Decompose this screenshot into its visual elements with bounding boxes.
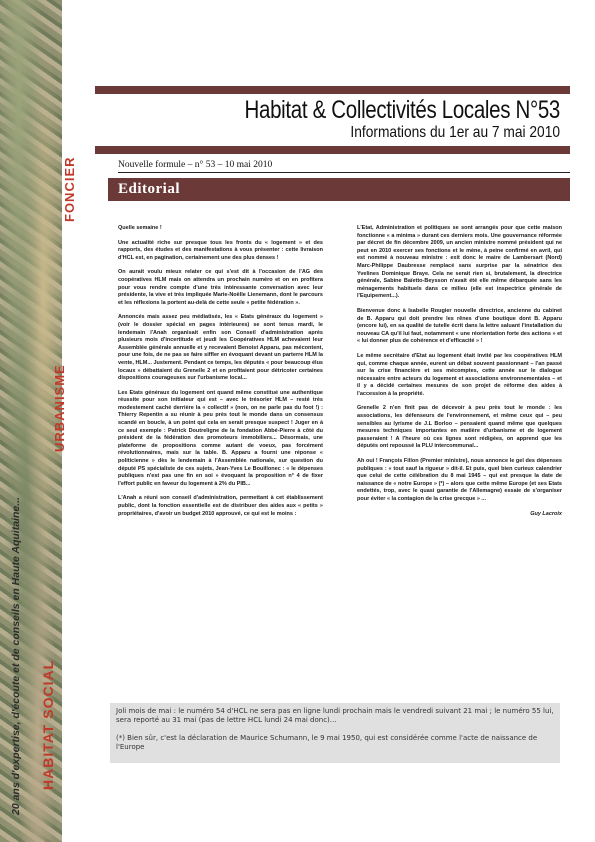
issue-line: Nouvelle formule – n° 53 – 10 mai 2010 — [118, 160, 273, 170]
paragraph: Annoncés mais assez peu médiatisés, les « Etats généraux du logement » (voir le dossier spécial en pages intérieures) se sont tenus mardi, le lendemain l'Anah organisait enfin son Conseil d'administration après plusieurs mois d'incertitude et jeudi les Coopératives HLM achevaient leur Assemblée générale annuelle et y recevaient Benoist Apparu, pas mécontent, pour une fois, de ne pas se faire siffler en évoquant devant un parterre HLM la vente, HLM... Justement. Pendant ce temps, les députés « pour beaucoup élus locaux » débattaient du Grenelle 2 et en profitaient pour détricoter certaines dispositions courageuses sur l'urbanisme local... — [118, 314, 323, 382]
left-column — [118, 225, 323, 525]
sidebar-tagline: 20 ans d'expertise, d'écoute et de conseils en Haute Aquitaine... — [10, 497, 22, 815]
paragraph: Une actualité riche sur presque tous les fronts du « logement » et des rapports, des études et des manifestations à vous présenter : cette livraison d'HCL est, en pagination, certainement une des plus denses ! — [118, 239, 323, 261]
paragraph: Bienvenue donc à Isabelle Rougier nouvelle directrice, ancienne du cabinet de B. Apparu qui doit prendre les rênes d'une boutique dont B. Apparu (encore lui), en sa qualité de tutelle écrit dans la lettre saluant l'installation du nouveau CA qu'il lui faut, notamment « une réorientation forte des actions » et « lui donner plus de cohérence et d'efficacité » ! — [357, 307, 562, 345]
section-banner — [108, 178, 570, 201]
paragraph: Le même secrétaire d'Etat au logement était invité par les coopératives HLM qui, comme chaque année, eurent un débat souvent passionnant – l'an passé sur la crise financière et ses mécomptes, cette année sur le dialogue nécessaire entre acteurs du logement et associations environnementales – et il y a décidé certaines mesures de son projet de réforme des aides à l'accession à la propriété. — [357, 352, 562, 397]
paragraph: Grenelle 2 n'en finit pas de décevoir à peu près tout le monde : les associations, les défenseurs de l'environnement, et même ceux qui – peu sensibles au lyrisme de J.L Borloo – pensaient quand même que quelques mesures techniques importantes en matière d'urbanisme et de logement passeraient ! A l'heure où ces lignes sont rédigées, on apprend que les députés ont repoussé la PLU intercommunal... — [357, 405, 562, 450]
page-title: Habitat & Collectivités Locales N°53 — [244, 96, 560, 124]
footer-note: (*) Bien sûr, c'est la déclaration de Maurice Schumann, le 9 mai 1950, qui est considérée comme l'acte de naissance de l'Europe — [116, 734, 538, 751]
paragraph: L'Etat, Administration et politiques se sont arrangés pour que cette maison fonctionne « a minima » durant ces derniers mois. Une gouvernance réformée par décret de fin décembre 2009, un ancien ministre nommé président qui ne peut en 2010 exercer ses fonctions et le mène, à peine confirmé en avril, qui est nommé à nouveau ministre : exit donc le maire de Lambersart (Nord) Marc-Philippe Daubresse remplacé sans surprise par la sénatrice des Yvelines Dominique Braye. Cela ne serait rien si, brutalement, la directrice générale, Sabine Baïetto-Beysson n'avait été elle même débarquée sans les ménagements habituels dans ce milieu (elle est inspectrice générale de l'Equipement...). — [357, 225, 562, 300]
divider — [118, 172, 570, 173]
header-top-bar — [95, 86, 570, 94]
paragraph: On aurait voulu mieux relater ce qui s'est dit à l'occasion de l'AG des coopératives HLM mais on attendra un prochain numéro et on en profitera pour vous rendre compte d'une très intéressante conversation avec leur présidente, la vive et très impliquée Marie-Noëlle Lienemann, dont le parcours et les réflexions la portent au-delà de cette seule « petite fédération ». — [118, 269, 323, 306]
signature: Guy Lacroix — [530, 510, 562, 517]
sidebar-urbanisme: URBANISME — [52, 364, 67, 452]
paragraph: Ah oui ! François Fillon (Premier ministre), nous annonce le gel des dépenses publiques : « tout sauf la rigueur » dit-il. Et puis, quel bien curieux calendrier que celui de cette célébration du 8 mai 1945 – qui est presque la date de naissance de « notre Europe » (*) – alors que cette même Europe (et ses Etats endettés, trop, avec le quasi garantie de l'Allemagne) essaie de s'organiser pour éviter « la contagion de la crise grecque » ... — [357, 458, 562, 502]
right-column — [357, 225, 562, 518]
paragraph: Les Etats généraux du logement ont quand même constitué une authentique réussite pour son initiateur qui est – avec le trésorier HLM – resté très modestement caché derrière la « collectif » (non, on ne parle pas du foot !) : Thierry Repentin a su réunir à peu près tout le monde dans un consensus scandé en boucle, à un point qui cela en serait presque suspect ! Juger en à ce seul exemple : Patrick Doutreligne de la fondation Abbé-Pierre à côté du président de la fédération des promoteurs immobiliers... Désormais, une plateforme de propositions comme autant de voeux, pas forcément révolutionnaires, mais sur la table. B. Apparu a fourni une réponse « politicienne » dès le lendemain à l'Assemblée nationale, sur question du député PS spécialiste de ces sujets, Jean-Yves Le Bouillonec : « le dépenses publiques n'est pas une fin en soi » évoquant la proposition n° 4 de fixer l'effort public en faveur du logement à 2% du PIB... — [118, 389, 323, 487]
sidebar-habitat-social: HABITAT SOCIAL — [40, 659, 56, 790]
header-bottom-bar — [95, 146, 570, 154]
paragraph: Quelle semaine ! — [118, 225, 162, 231]
aerial-photo-strip — [0, 0, 77, 842]
paragraph: L'Anah a réuni son conseil d'administration, permettant à cet établissement public, dont la fonction essentielle est de distribuer des aides aux « petits » propriétaires, d'avoir un budget 2010 approuvé, ce qui est le moins : — [118, 495, 323, 517]
footer-note-box — [110, 703, 560, 763]
sidebar-foncier: FONCIER — [62, 156, 77, 222]
footer-note: Joli mois de mai : le numéro 54 d'HCL ne sera pas en ligne lundi prochain mais le vendredi suivant 21 mai ; le numéro 55 lui, sera reporté au 31 mai (pas de lettre HCL lundi 24 mai donc)… — [116, 707, 554, 724]
section-title: Editorial — [118, 181, 181, 197]
page-subtitle: Informations du 1er au 7 mai 2010 — [350, 124, 560, 141]
